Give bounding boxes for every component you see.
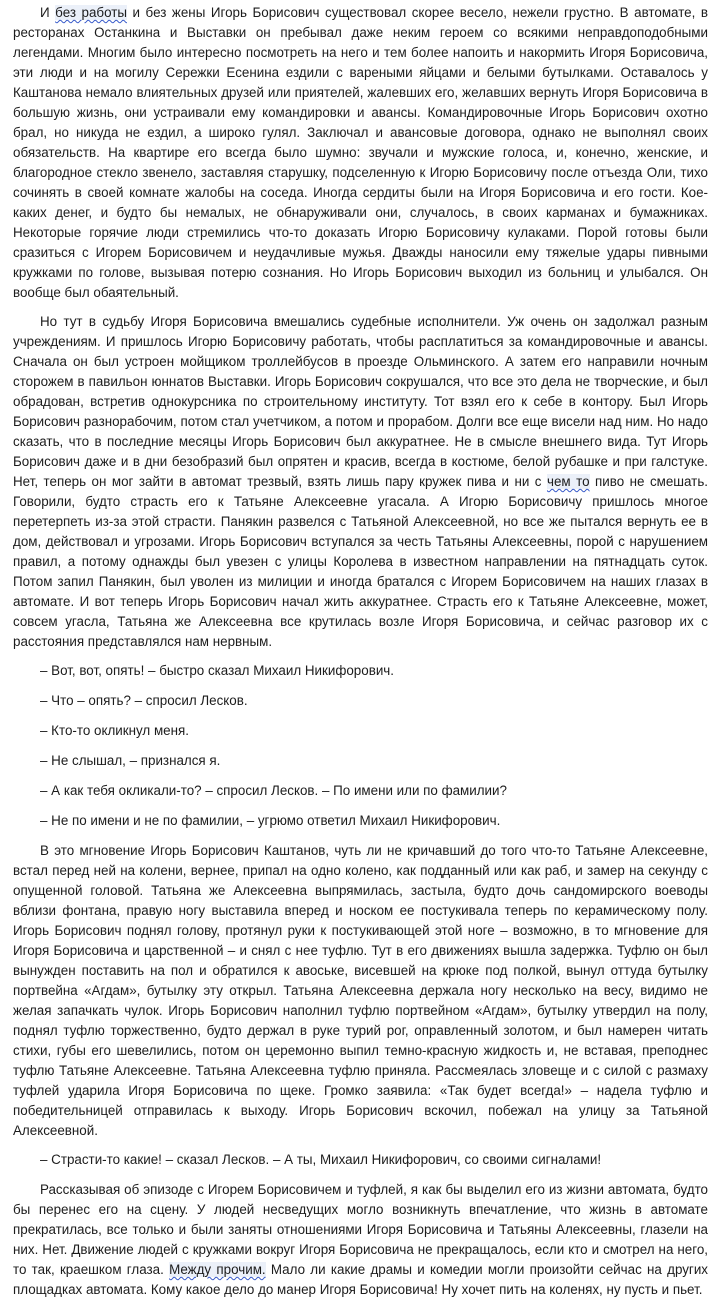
spellcheck-flagged-text[interactable]: чем то (546, 474, 590, 489)
dialogue-text: – Не слышал, – признался я. (40, 753, 221, 768)
spellcheck-flagged-text[interactable]: Между прочим. (169, 1262, 266, 1277)
spellcheck-flagged-text[interactable]: без работы (55, 5, 127, 20)
paragraph-text: Но тут в судьбу Игоря Борисовича вмешались судебные исполнители. Уж очень он задолжал разным учреждениям. И пришлось Игорю Борисовичу работать, чтобы расплатиться за командировочные и авансы. Сначала он был устроен мойщиком троллейбусов в проезде Ольминского. А затем его направили ночным сторожем в павильон юннатов Выставки. Игорь Борисович сокрушался, что все это дела не творческие, и был обрадован, встретив однокурсника по строительному институту. Тот взял его к себе в контору. Был Игорь Борисович разнорабочим, потом стал учетчиком, а потом и прорабом. Долги все еще висели над ним. Но надо сказать, что в последние месяцы Игорь Борисович был аккуратнее. Не в смысле внешнего вида. Тут Игорь Борисович даже и в дни безобразий был опрятен и красив, всегда в костюме, белой рубашке и при галстуке. Нет, теперь он мог зайти в автомат трезвый, взять лишь пару кружек пива и ни с (13, 314, 708, 489)
paragraph-text: пиво не смешать. Говорили, будто страсть его к Татьяне Алексеевне угасала. А Игорю Борисовичу пришлось многое перетерпеть из-за этой страсти. Панякин развелся с Татьяной Алексеевной, но все же пытался вернуть ее в дом, действовал и угрозами. Игорь Борисович вступался за честь Татьяны Алексеевны, порой с нарушением правил, а потому однажды был увезен с улицы Королева в известном направлении на пятнадцать суток. Потом запил Панякин, был уволен из милиции и иногда братался с Игорем Борисовичем на наших глазах в автомате. И вот теперь Игорь Борисович начал жить аккуратнее. Страсть его к Татьяне Алексеевне, может, совсем угасла, Татьяна же Алексеевна все крутилась возле Игоря Борисовича, и сейчас разговор их с расстояния представлялся нам нервным. (13, 474, 709, 649)
paragraph-text: Мало ли какие драмы и комедии могли произойти сейчас на других площадках автомата. Кому какое дело до манер Игоря Борисовича! Ну хочет пить на коленях, ну пусть и пьет. (13, 1262, 708, 1297)
dialogue-text: – Что – опять? – спросил Лесков. (40, 693, 248, 708)
paragraph-text: В это мгновение Игорь Борисович Каштанов, чуть ли не кричавший до того что-то Татьяне Алексеевне, встал перед ней на колени, вернее, припал на одно колено, как подданный или как раб, и замер на секунду с опущенной головой. Татьяна же Алексеевна выпрямилась, застыла, будто дочь сандомирского воеводы вблизи фонтана, правую ногу выставила вперед и носком ее постукивала теперь по керамическому полу. Игорь Борисович поднял голову, протянул руки к постукивающей этой ноге – возможно, в то мгновение для Игоря Борисовича и царственной – и снял с нее туфлю. Тут в его движениях вышла задержка. Туфлю он был вынужден поставить на пол и обратился к авоське, висевшей на крюке под полкой, вынул оттуда бутылку портвейна «Агдам», бутылку эту открыл. Татьяна Алексеевна держала ногу несколько на весу, видимо не желая запачкать чулок. Игорь Борисович наполнил туфлю портвейном «Агдам», бутылку утвердил на полу, поднял туфлю торжественно, будто держал в руке турий рог, оправленный золотом, и был намерен читать стихи, губы его шевелились, потом он церемонно выпил темно-красную жидкость и, не вставая, преподнес туфлю Татьяне Алексеевне. Татьяна Алексеевна туфлю приняла. Рассмеялась зловеще и с силой с размаху туфлей ударила Игоря Борисовича по щеке. Громко заявила: «Так будет всегда!» – надела туфлю и победительницей отправилась к выходу. Игорь Борисович вскочил, побежал на улицу за Татьяной Алексеевной. (13, 843, 708, 1138)
paragraph (13, 1180, 708, 1300)
dialogue-text: – Вот, вот, опять! – быстро сказал Михаил Никифорович. (40, 663, 394, 678)
dialogue-line (13, 811, 708, 831)
dialogue-line (13, 721, 708, 741)
paragraph-text: и без жены Игорь Борисович существовал скорее весело, нежели грустно. В автомате, в ресторанах Останкина и Выставки он пребывал даже неким героем со всякими неправдоподобными легендами. Многим было интересно посмотреть на него и тем более напоить и накормить Игоря Борисовича, эти люди и на могилу Сережки Есенина ездили с вареными яйцами и белыми бутылками. Оставалось у Каштанова немало влиятельных друзей или приятелей, жалевших его, желавших вернуть Игоря Борисовича в большую жизнь, они устраивали ему командировки и авансы. Командировочные Игорь Борисович охотно брал, но никуда не ездил, а широко гулял. Заключал и авансовые договора, однако не выполнял своих обязательств. На квартире его всегда было шумно: звучали и мужские голоса, и, конечно, женские, и благородное стекло звенело, заставляя старушку, подселенную к Игорю Борисовичу после отъезда Оли, тихо сочинять в своей комнате жалобы на соседа. Иногда сердиты были на Игоря Борисовича и его гости. Кое-каких денег, и будто бы немалых, не обнаруживали они, случалось, в своих карманах и бумажниках. Некоторые горячие люди стремились что-то доказать Игорю Борисовичу кулаками. Порой готовы были сразиться с Игорем Борисовичем и неудачливые мужья. Дважды наносили ему тяжелые удары пивными кружками по голове, вызывая потерю сознания. Но Игорь Борисович выходил из больниц и улыбался. Он вообще был обаятельный. (13, 5, 708, 300)
paragraph (13, 312, 708, 652)
dialogue-line (13, 1150, 708, 1170)
paragraph (13, 841, 708, 1141)
dialogue-text: – Кто-то окликнул меня. (40, 723, 189, 738)
dialogue-line (13, 781, 708, 801)
dialogue-text: – Страсти-то какие! – сказал Лесков. – А ты, Михаил Никифорович, со своими сигналами! (40, 1152, 602, 1167)
paragraph (13, 3, 708, 303)
paragraph-text: И (40, 5, 56, 20)
dialogue-line (13, 751, 708, 771)
dialogue-line (13, 691, 708, 711)
dialogue-text: – Не по имени и не по фамилии, – угрюмо ответил Михаил Никифорович. (40, 813, 501, 828)
dialogue-line (13, 661, 708, 681)
paragraph-text: Рассказывая об эпизоде с Игорем Борисовичем и туфлей, я как бы выделил его из жизни автомата, будто бы перенес его на сцену. У людей несведущих могло возникнуть впечатление, что жизнь в автомате прекратилась, все только и были заняты отношениями Игоря Борисовича и Татьяны Алексеевны, глазели на них. Нет. Движение людей с кружками вокруг Игоря Борисовича не прекращалось, если кто и смотрел на него, то так, краешком глаза. (13, 1182, 708, 1277)
dialogue-text: – А как тебя окликали-то? – спросил Лесков. – По имени или по фамилии? (40, 783, 507, 798)
